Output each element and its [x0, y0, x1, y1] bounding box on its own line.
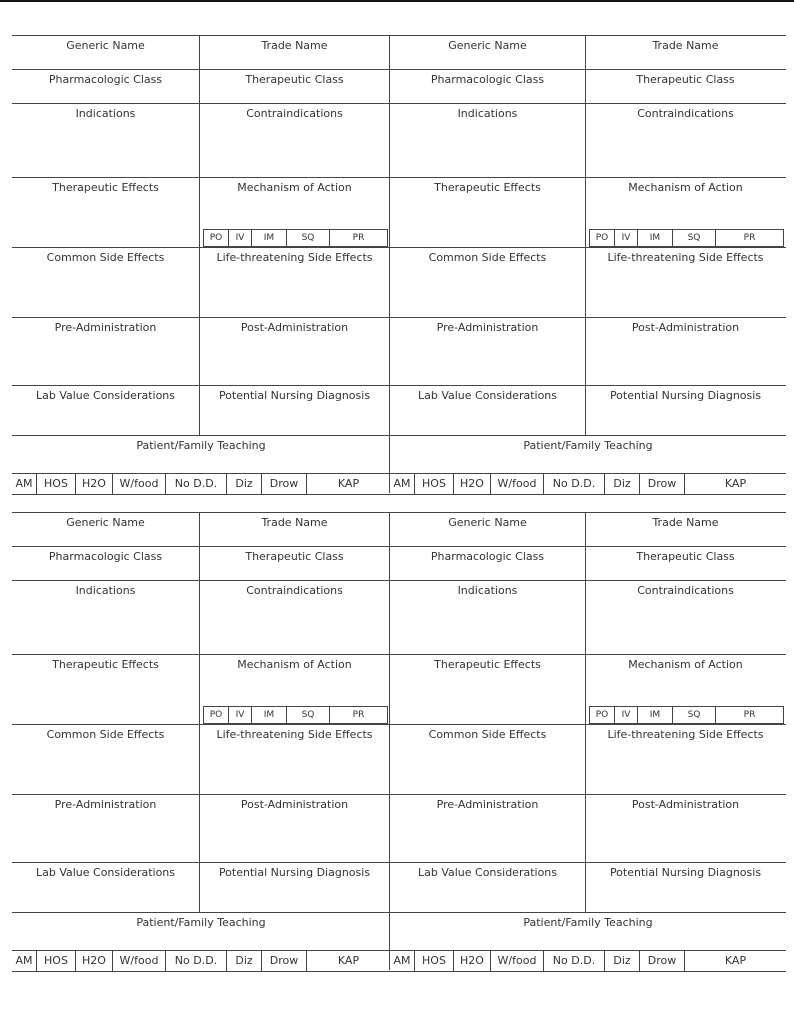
- patient-family-teaching-label: Patient/Family Teaching: [523, 916, 653, 929]
- mechanism-of-action-label: Mechanism of Action: [237, 658, 352, 671]
- code-am: AM: [390, 474, 415, 494]
- row-divider: [390, 435, 786, 436]
- contraindications-label: Contraindications: [246, 107, 343, 120]
- life-threatening-side-effects-label: Life-threatening Side Effects: [216, 251, 373, 264]
- route-box: [203, 229, 388, 247]
- code-kap: KAP: [724, 477, 747, 490]
- route-pr: PR: [352, 233, 365, 243]
- column-divider: [585, 35, 586, 435]
- therapeutic-class-label: Therapeutic Class: [636, 73, 735, 86]
- row-divider: [12, 862, 390, 863]
- pre-administration-label: Pre-Administration: [54, 798, 157, 811]
- row-divider: [12, 912, 390, 913]
- code-diz: Diz: [605, 474, 640, 494]
- code-diz: Diz: [605, 951, 640, 971]
- route-box: [589, 706, 784, 724]
- common-side-effects-label: Common Side Effects: [46, 251, 165, 264]
- trade-name-label: Trade Name: [261, 516, 328, 529]
- patient-family-teaching-label: Patient/Family Teaching: [136, 439, 266, 452]
- potential-nursing-diagnosis-label: Potential Nursing Diagnosis: [218, 866, 371, 879]
- pre-administration-label: Pre-Administration: [436, 798, 539, 811]
- indications-label: Indications: [75, 107, 136, 120]
- route-iv: IV: [229, 230, 252, 246]
- code-no-d-d-: No D.D.: [544, 474, 605, 494]
- route-pr: PR: [743, 710, 756, 720]
- row-divider: [12, 69, 390, 70]
- generic-name-label: Generic Name: [448, 516, 527, 529]
- code-drow: Drow: [640, 474, 685, 494]
- row-divider: [390, 580, 786, 581]
- pre-administration-label: Pre-Administration: [54, 321, 157, 334]
- patient-family-teaching-label: Patient/Family Teaching: [523, 439, 653, 452]
- code-h2o: H2O: [76, 474, 113, 494]
- row-divider: [12, 794, 390, 795]
- therapeutic-effects-label: Therapeutic Effects: [434, 658, 541, 671]
- common-side-effects-label: Common Side Effects: [428, 251, 547, 264]
- lab-value-considerations-label: Lab Value Considerations: [417, 389, 558, 402]
- page-top-border: [0, 0, 794, 2]
- row-divider: [390, 385, 786, 386]
- potential-nursing-diagnosis-label: Potential Nursing Diagnosis: [609, 866, 762, 879]
- common-side-effects-label: Common Side Effects: [46, 728, 165, 741]
- code-h2o: H2O: [454, 951, 491, 971]
- row-divider: [390, 862, 786, 863]
- drug-card-2: [390, 35, 786, 495]
- code-drow: Drow: [262, 951, 307, 971]
- therapeutic-class-label: Therapeutic Class: [245, 550, 344, 563]
- code-kap: KAP: [724, 954, 747, 967]
- trade-name-label: Trade Name: [652, 39, 719, 52]
- route-po: PO: [204, 707, 229, 723]
- route-sq: SQ: [287, 230, 330, 246]
- code-w-food: W/food: [491, 474, 544, 494]
- row-divider: [390, 177, 786, 178]
- therapeutic-effects-label: Therapeutic Effects: [434, 181, 541, 194]
- therapeutic-class-label: Therapeutic Class: [636, 550, 735, 563]
- drug-card-4: [390, 512, 786, 972]
- route-sq: SQ: [287, 707, 330, 723]
- lab-value-considerations-label: Lab Value Considerations: [35, 389, 176, 402]
- indications-label: Indications: [457, 584, 518, 597]
- post-administration-label: Post-Administration: [240, 798, 349, 811]
- route-iv: IV: [615, 230, 638, 246]
- administration-codes-row: [12, 473, 390, 495]
- drug-card-1: [12, 35, 390, 495]
- row-divider: [12, 103, 390, 104]
- post-administration-label: Post-Administration: [631, 798, 740, 811]
- life-threatening-side-effects-label: Life-threatening Side Effects: [607, 728, 764, 741]
- administration-codes-row: [390, 473, 786, 495]
- lab-value-considerations-label: Lab Value Considerations: [417, 866, 558, 879]
- row-divider: [12, 385, 390, 386]
- code-h2o: H2O: [454, 474, 491, 494]
- therapeutic-class-label: Therapeutic Class: [245, 73, 344, 86]
- therapeutic-effects-label: Therapeutic Effects: [52, 181, 159, 194]
- column-divider: [585, 512, 586, 912]
- life-threatening-side-effects-label: Life-threatening Side Effects: [216, 728, 373, 741]
- route-po: PO: [204, 230, 229, 246]
- patient-family-teaching-label: Patient/Family Teaching: [136, 916, 266, 929]
- route-im: IM: [638, 707, 673, 723]
- route-box: [203, 706, 388, 724]
- row-divider: [390, 654, 786, 655]
- route-pr: PR: [743, 233, 756, 243]
- route-po: PO: [590, 230, 615, 246]
- code-w-food: W/food: [491, 951, 544, 971]
- pharmacologic-class-label: Pharmacologic Class: [48, 550, 163, 563]
- row-divider: [12, 580, 390, 581]
- row-divider: [12, 177, 390, 178]
- pharmacologic-class-label: Pharmacologic Class: [430, 73, 545, 86]
- row-divider: [390, 546, 786, 547]
- column-divider: [199, 35, 200, 435]
- code-h2o: H2O: [76, 951, 113, 971]
- row-divider: [12, 317, 390, 318]
- potential-nursing-diagnosis-label: Potential Nursing Diagnosis: [218, 389, 371, 402]
- route-pr: PR: [352, 710, 365, 720]
- administration-codes-row: [12, 950, 390, 972]
- code-w-food: W/food: [113, 951, 166, 971]
- row-divider: [390, 794, 786, 795]
- code-diz: Diz: [227, 951, 262, 971]
- indications-label: Indications: [457, 107, 518, 120]
- code-am: AM: [12, 951, 37, 971]
- code-drow: Drow: [640, 951, 685, 971]
- lab-value-considerations-label: Lab Value Considerations: [35, 866, 176, 879]
- code-am: AM: [12, 474, 37, 494]
- row-divider: [390, 103, 786, 104]
- row-divider: [390, 247, 786, 248]
- code-no-d-d-: No D.D.: [544, 951, 605, 971]
- code-kap: KAP: [337, 954, 360, 967]
- row-divider: [12, 247, 390, 248]
- code-no-d-d-: No D.D.: [166, 474, 227, 494]
- contraindications-label: Contraindications: [637, 584, 734, 597]
- trade-name-label: Trade Name: [261, 39, 328, 52]
- route-im: IM: [252, 707, 287, 723]
- column-divider: [199, 512, 200, 912]
- route-sq: SQ: [673, 230, 716, 246]
- trade-name-label: Trade Name: [652, 516, 719, 529]
- row-divider: [390, 512, 786, 513]
- code-hos: HOS: [415, 474, 454, 494]
- row-divider: [12, 512, 390, 513]
- generic-name-label: Generic Name: [66, 516, 145, 529]
- route-sq: SQ: [673, 707, 716, 723]
- pre-administration-label: Pre-Administration: [436, 321, 539, 334]
- generic-name-label: Generic Name: [66, 39, 145, 52]
- mechanism-of-action-label: Mechanism of Action: [628, 658, 743, 671]
- code-drow: Drow: [262, 474, 307, 494]
- indications-label: Indications: [75, 584, 136, 597]
- row-divider: [390, 912, 786, 913]
- code-kap: KAP: [337, 477, 360, 490]
- mechanism-of-action-label: Mechanism of Action: [628, 181, 743, 194]
- common-side-effects-label: Common Side Effects: [428, 728, 547, 741]
- administration-codes-row: [390, 950, 786, 972]
- row-divider: [12, 546, 390, 547]
- row-divider: [12, 35, 390, 36]
- code-hos: HOS: [37, 951, 76, 971]
- potential-nursing-diagnosis-label: Potential Nursing Diagnosis: [609, 389, 762, 402]
- code-diz: Diz: [227, 474, 262, 494]
- row-divider: [12, 724, 390, 725]
- code-hos: HOS: [37, 474, 76, 494]
- code-w-food: W/food: [113, 474, 166, 494]
- mechanism-of-action-label: Mechanism of Action: [237, 181, 352, 194]
- route-im: IM: [252, 230, 287, 246]
- pharmacologic-class-label: Pharmacologic Class: [430, 550, 545, 563]
- row-divider: [12, 435, 390, 436]
- row-divider: [12, 654, 390, 655]
- drug-card-3: [12, 512, 390, 972]
- contraindications-label: Contraindications: [637, 107, 734, 120]
- code-hos: HOS: [415, 951, 454, 971]
- row-divider: [390, 317, 786, 318]
- post-administration-label: Post-Administration: [631, 321, 740, 334]
- route-iv: IV: [229, 707, 252, 723]
- row-divider: [390, 724, 786, 725]
- row-divider: [390, 69, 786, 70]
- route-po: PO: [590, 707, 615, 723]
- contraindications-label: Contraindications: [246, 584, 343, 597]
- row-divider: [390, 35, 786, 36]
- pharmacologic-class-label: Pharmacologic Class: [48, 73, 163, 86]
- code-am: AM: [390, 951, 415, 971]
- therapeutic-effects-label: Therapeutic Effects: [52, 658, 159, 671]
- generic-name-label: Generic Name: [448, 39, 527, 52]
- route-iv: IV: [615, 707, 638, 723]
- code-no-d-d-: No D.D.: [166, 951, 227, 971]
- route-im: IM: [638, 230, 673, 246]
- life-threatening-side-effects-label: Life-threatening Side Effects: [607, 251, 764, 264]
- post-administration-label: Post-Administration: [240, 321, 349, 334]
- route-box: [589, 229, 784, 247]
